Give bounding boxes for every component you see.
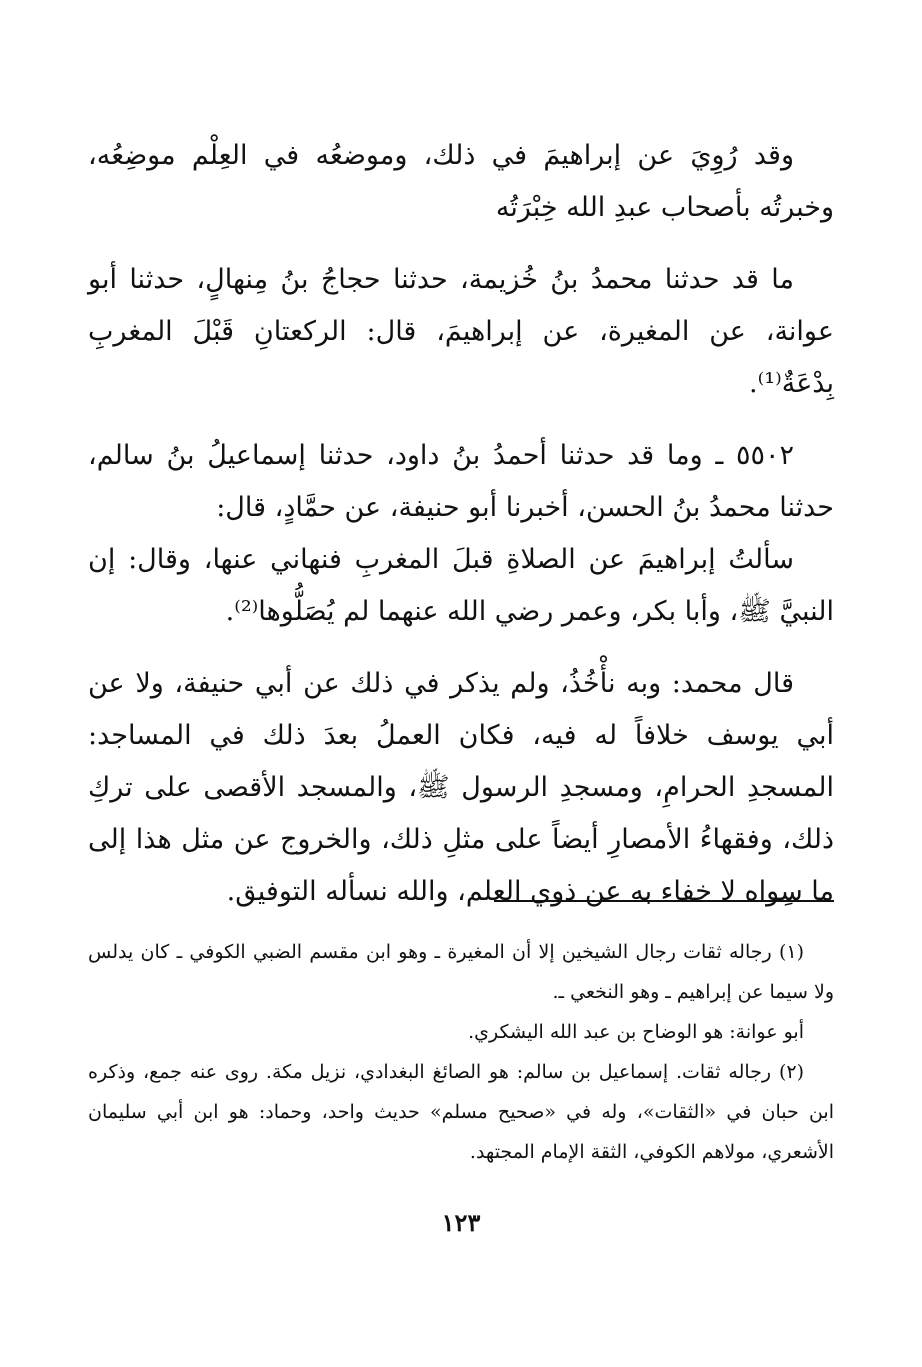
paragraph-3: ٥٥٠٢ ـ وما قد حدثنا أحمدُ بنُ داود، حدثنا إسماعيلُ بنُ سالم، حدثنا محمدُ بنُ الحسن، أخبرنا أبو حنيفة، عن حمَّادٍ، قال: (88, 440, 834, 523)
paragraph-2: ما قد حدثنا محمدُ بنُ خُزيمة، حدثنا حجاجُ بنُ مِنهالٍ، حدثنا أبو عوانة، عن المغيرة، عن إبراهيمَ، قال: الركعتانِ قَبْلَ المغربِ بِدْعَةٌ⁽¹⁾. (88, 264, 834, 399)
footnotes (88, 932, 834, 1172)
footnote-separator (494, 900, 834, 902)
paragraph-5: قال محمد: وبه نأْخُذُ، ولم يذكر في ذلك عن أبي حنيفة، ولا عن أبي يوسف خلافاً له فيه، فكان العملُ بعدَ ذلك في المساجد: المسجدِ الحرامِ، ومسجدِ الرسول ﷺ، والمسجد الأقصى على تركِ ذلك، وفقهاءُ الأمصارِ أيضاً على مثلِ ذلك، والخروج عن مثل هذا إلى ما سِواه لا خفاء به عن ذوي العلم، والله نسأله التوفيق. (88, 668, 834, 907)
page-number: ١٢٣ (441, 1208, 481, 1237)
paragraph-4: سألتُ إبراهيمَ عن الصلاةِ قبلَ المغربِ فنهاني عنها، وقال: إن النبيَّ ﷺ، وأبا بكر، وعمر رضي الله عنهما لم يُصَلُّوها⁽²⁾. (88, 544, 834, 627)
main-text (88, 130, 834, 918)
footnote-2: (٢) رجاله ثقات. إسماعيل بن سالم: هو الصائغ البغدادي، نزيل مكة. روى عنه جمع، وذكره ابن حبان في «الثقات»، وله في «صحيح مسلم» حديث واحد، وحماد: هو ابن أبي سليمان الأشعري، مولاهم الكوفي، الثقة الإمام المجتهد. (88, 1061, 834, 1163)
footnote-1: (١) رجاله ثقات رجال الشيخين إلا أن المغيرة ـ وهو ابن مقسم الضبي الكوفي ـ كان يدلس ولا سيما عن إبراهيم ـ وهو النخعي ـ. (88, 941, 834, 1003)
paragraph-1: وقد رُوِيَ عن إبراهيمَ في ذلك، وموضعُه في العِلْم موضِعُه، وخبرتُه بأصحاب عبدِ الله خِبْرَتُه (88, 140, 834, 223)
footnote-1-continuation: أبو عوانة: هو الوضاح بن عبد الله اليشكري. (468, 1021, 804, 1043)
